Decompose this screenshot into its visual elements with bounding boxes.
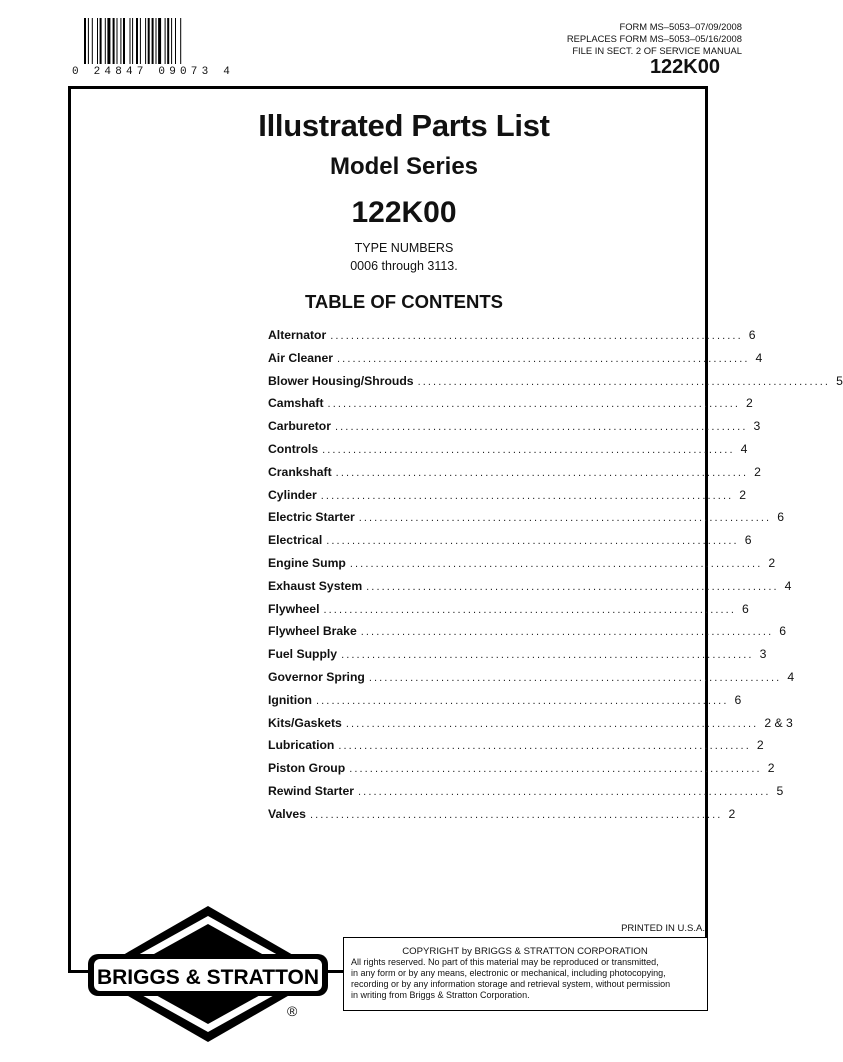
toc-item-page: 6 [734,692,742,707]
toc-item-name: Alternator [268,328,327,342]
document-title: Illustrated Parts List [258,108,550,143]
file-location: FILE IN SECT. 2 OF SERVICE MANUAL [572,45,742,56]
toc-item-name: Controls [268,441,319,456]
copyright-line: in writing from Briggs & Stratton Corporation. [351,990,530,1000]
toc-item-page: 6 [744,533,752,548]
toc-item-name: Crankshaft [268,464,332,479]
toc-list [268,328,843,830]
briggs-stratton-logo [86,904,330,1044]
toc-leader-dots: ................................................................................ [316,694,729,707]
toc-item-name: Exhaust System [268,578,363,593]
toc-item [268,578,792,602]
toc-leader-dots: ................................................................................ [368,671,782,684]
replaces-form: REPLACES FORM MS–5053–05/16/2008 [566,33,742,44]
barcode-digits: 0 24847 09073 4 [72,66,235,78]
toc-item-page: 2 [754,464,761,479]
toc-item-page: 2 [739,487,747,502]
toc-leader-dots: ................................................................................ [345,717,759,730]
toc-item-page: 2 [756,738,764,753]
toc-leader-dots: ................................................................................ [334,421,748,434]
model-series-code: 122K00 [351,196,457,229]
toc-item-name: Blower Housing/Shrouds [268,373,414,388]
toc-item-page: 2 [768,555,776,570]
toc-leader-dots: ................................................................................ [337,352,750,365]
toc-leader-dots: ................................................................................ [341,649,754,662]
toc-item [268,647,767,670]
toc-item-page: 4 [755,350,763,365]
toc-item-page: 3 [753,419,761,434]
document-subtitle: Model Series [329,153,479,180]
toc-leader-dots: ................................................................................ [366,580,779,593]
form-number: FORM MS–5053–07/09/2008 [619,21,742,32]
toc-item [268,419,761,442]
toc-leader-dots: ................................................................................ [309,808,723,821]
toc-item-page: 2 [728,806,736,821]
toc-leader-dots: ................................................................................ [358,512,772,525]
toc-item-page: 4 [740,441,748,456]
toc-item-name: Electrical [268,533,323,548]
copyright-title: COPYRIGHT by BRIGGS & STRATTON CORPORATION [402,946,648,957]
copyright-line: recording or by any information storage and retrieval system, without permission [351,979,671,989]
toc-item-name: Piston Group [268,761,346,776]
barcode [84,18,216,64]
toc-item [268,783,784,807]
logo-text: BRIGGS & STRATTON [96,966,320,989]
toc-item-page: 4 [784,578,792,593]
toc-item [268,464,761,488]
toc-item-name: Air Cleaner [268,350,334,365]
toc-item-page: 5 [776,783,784,798]
toc-item [268,669,795,693]
form-model-code: 122K00 [649,56,720,78]
toc-item-name: Electric Starter [268,510,355,525]
toc-leader-dots: ................................................................................ [320,489,734,502]
toc-item [268,555,776,579]
toc-leader-dots: ................................................................................ [322,443,735,456]
toc-item [268,533,752,556]
toc-item-page: 6 [777,510,784,525]
toc-item-page: 6 [741,601,749,616]
registered-mark: ® [287,1003,298,1019]
toc-leader-dots: ................................................................................ [349,763,762,776]
toc-leader-dots: ................................................................................ [335,466,749,479]
printed-in-label: PRINTED IN U.S.A. [621,923,705,934]
toc-leader-dots: ................................................................................ [330,330,743,342]
toc-leader-dots: ................................................................................ [417,375,831,388]
toc-item [268,328,756,351]
toc-item-name: Carburetor [268,419,331,434]
toc-item [268,761,775,784]
toc-item-page: 2 [746,396,753,411]
toc-item [268,441,748,465]
toc-item [268,510,784,533]
toc-item-page: 6 [748,328,756,342]
copyright-line: All rights reserved. No part of this material may be reproduced or transmitted, [351,957,659,967]
toc-leader-dots: ................................................................................ [327,398,741,411]
toc-item [268,715,793,739]
toc-item-name: Engine Sump [268,555,346,570]
toc-item-page: 3 [759,647,767,662]
toc-leader-dots: ................................................................................ [338,740,751,753]
toc-item-name: Flywheel Brake [268,624,357,639]
toc-leader-dots: ................................................................................ [358,785,771,798]
toc-item [268,601,749,625]
toc-item-page: 4 [787,669,795,684]
toc-item [268,350,763,374]
toc-item [268,806,736,830]
toc-item-page: 2 & 3 [764,715,793,730]
copyright-line: in any form or by any means, electronic or mechanical, including photocopying, [351,968,666,978]
toc-item-name: Flywheel [268,601,320,616]
toc-item-name: Camshaft [268,396,324,411]
toc-item [268,624,787,647]
toc-item-name: Fuel Supply [268,647,338,662]
toc-item-name: Ignition [268,692,312,707]
toc-leader-dots: ................................................................................ [349,557,763,570]
copyright-box [343,937,708,1011]
toc-heading: TABLE OF CONTENTS [304,291,503,312]
toc-item [268,738,764,761]
toc-item-name: Lubrication [268,738,335,753]
toc-item-name: Kits/Gaskets [268,715,342,730]
toc-item [268,373,843,397]
form-info [567,21,742,57]
toc-leader-dots: ................................................................................ [326,535,739,548]
type-numbers-label: TYPE NUMBERS [354,241,454,255]
toc-item-page: 6 [779,624,787,639]
toc-leader-dots: ................................................................................ [360,626,774,639]
toc-item [268,692,742,716]
toc-item-name: Cylinder [268,487,317,502]
toc-item-name: Rewind Starter [268,783,355,798]
toc-item [268,396,753,419]
toc-item-page: 2 [767,761,775,776]
toc-item-name: Valves [268,806,306,821]
toc-leader-dots: ................................................................................ [323,603,736,616]
toc-item-page: 5 [836,373,843,388]
type-numbers-range: 0006 through 3113. [350,259,458,273]
toc-item [268,487,747,511]
toc-item-name: Governor Spring [268,669,365,684]
